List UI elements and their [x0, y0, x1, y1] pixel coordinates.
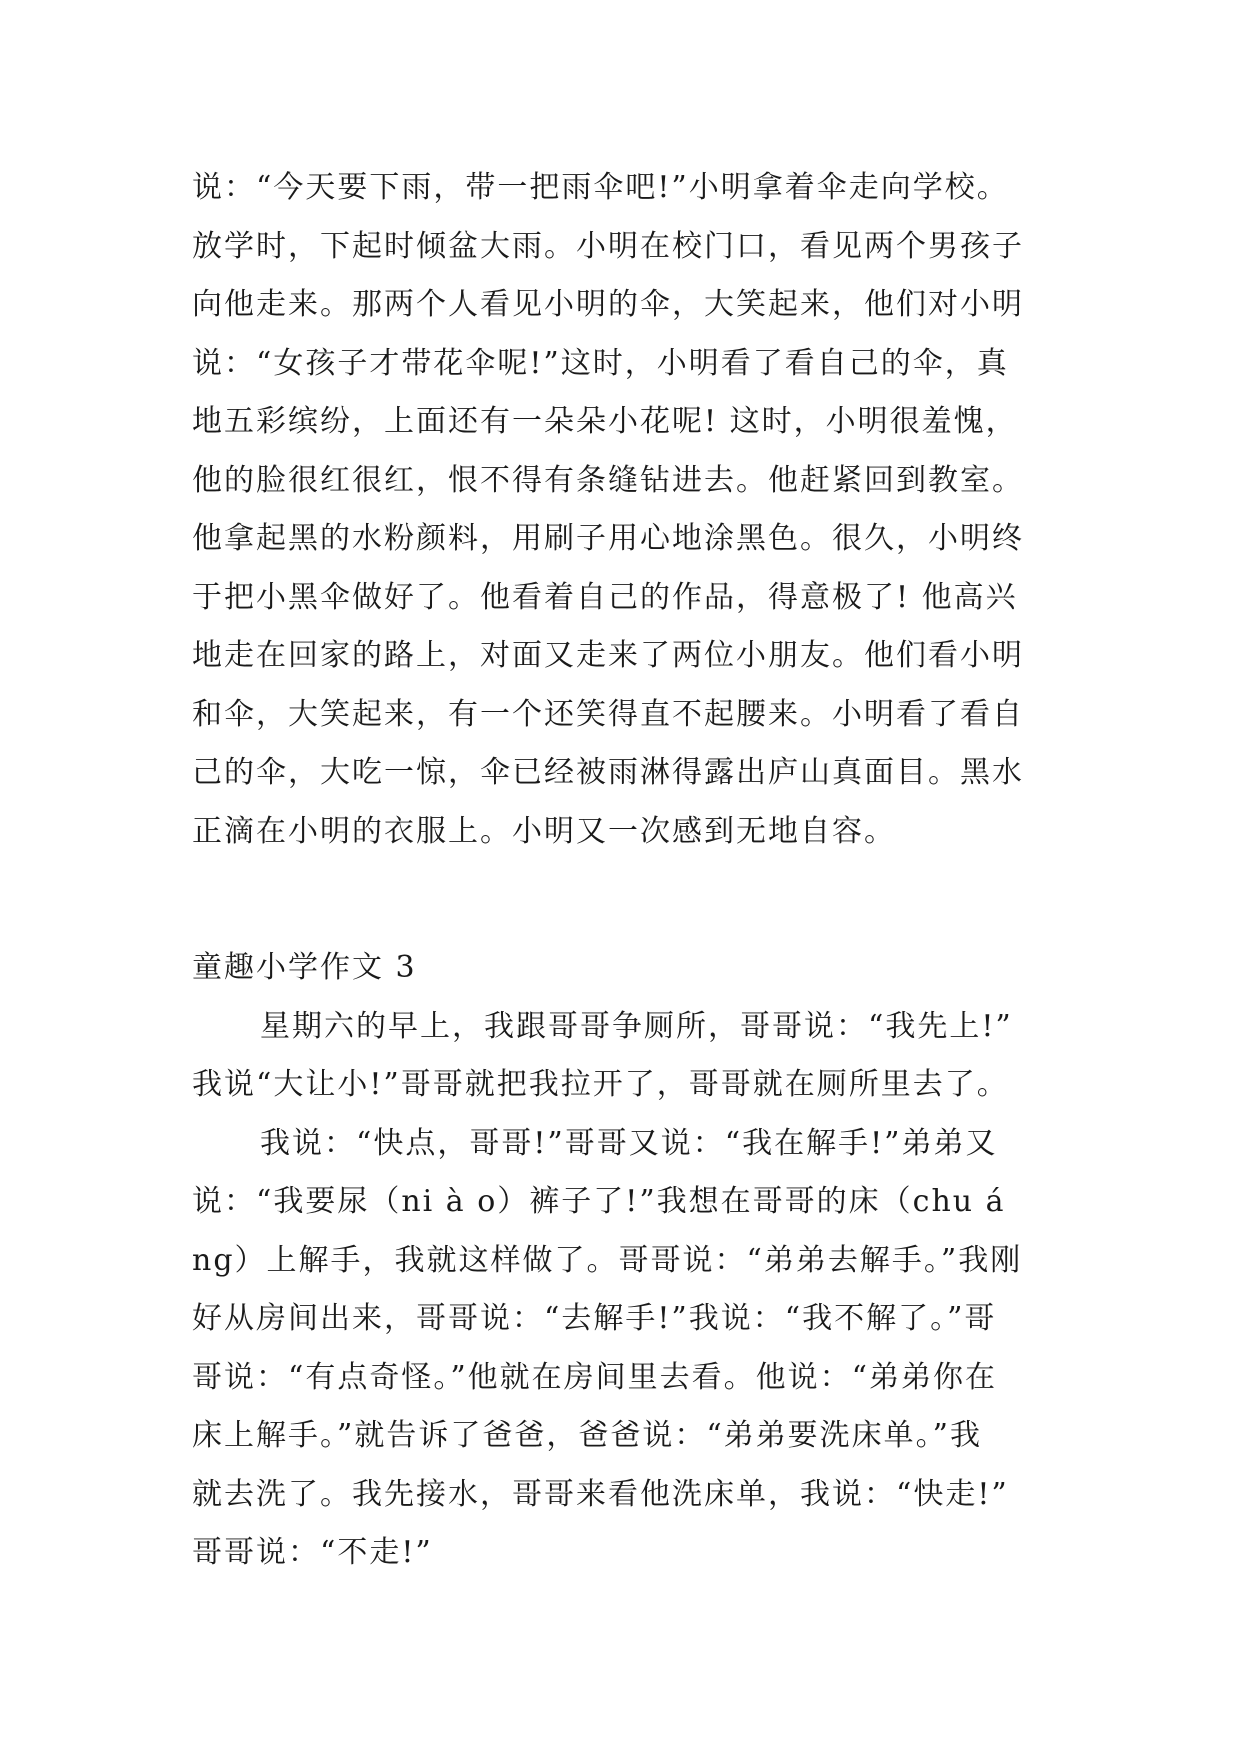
text-line: 说：“女孩子才带花伞呢!”这时，小明看了看自己的伞，真	[192, 345, 1009, 381]
text-line: 放学时，下起时倾盆大雨。小明在校门口，看见两个男孩子	[192, 228, 1024, 264]
section-gap	[192, 861, 1072, 939]
document-page	[192, 159, 1072, 1583]
text-line: ng）上解手，我就这样做了。哥哥说：“弟弟去解手。”我刚	[192, 1242, 1023, 1278]
text-line: 正滴在小明的衣服上。小明又一次感到无地自容。	[192, 813, 896, 849]
text-line: 就去洗了。我先接水，哥哥来看他洗床单，我说：“快走!”	[192, 1476, 1009, 1512]
text-line: 哥说：“有点奇怪。”他就在房间里去看。他说：“弟弟你在	[192, 1359, 998, 1395]
text-line: 己的伞，大吃一惊，伞已经被雨淋得露出庐山真面目。黑水	[192, 755, 1024, 790]
text-line: 地走在回家的路上，对面又走来了两位小朋友。他们看小明	[192, 638, 1024, 673]
story-continuation	[192, 159, 1072, 861]
text-line: 于把小黑伞做好了。他看着自己的作品，得意极了! 他高兴	[192, 579, 1018, 615]
text-line: 我说：“快点，哥哥!”哥哥又说：“我在解手!”弟弟又	[260, 1125, 998, 1161]
text-line: 我说“大让小!”哥哥就把我拉开了，哥哥就在厕所里去了。	[192, 1067, 1009, 1102]
text-line: 说：“我要尿（ni à o）裤子了!”我想在哥哥的床（chu á	[192, 1184, 1006, 1219]
text-line: 他拿起黑的水粉颜料，用刷子用心地涂黑色。很久，小明终	[192, 521, 1024, 556]
essay-title: 童趣小学作文 3	[192, 950, 417, 985]
text-line: 好从房间出来，哥哥说：“去解手!”我说：“我不解了。”哥	[192, 1301, 997, 1336]
text-line: 和伞，大笑起来，有一个还笑得直不起腰来。小明看了看自	[192, 696, 1024, 732]
text-line: 他的脸很红很红，恨不得有条缝钻进去。他赶紧回到教室。	[192, 462, 1024, 498]
essay-paragraph-2	[192, 1115, 1072, 1583]
text-line: 地五彩缤纷，上面还有一朵朵小花呢! 这时，小明很羞愧，	[192, 404, 1018, 439]
essay-paragraph-1	[192, 998, 1072, 1115]
text-line: 哥哥说：“不走!”	[192, 1535, 433, 1570]
text-line: 说：“今天要下雨，带一把雨伞吧!”小明拿着伞走向学校。	[192, 170, 1009, 205]
text-line: 床上解手。”就告诉了爸爸，爸爸说：“弟弟要洗床单。”我	[192, 1418, 983, 1453]
text-line: 星期六的早上，我跟哥哥争厕所，哥哥说：“我先上!”	[260, 1008, 1013, 1044]
text-line: 向他走来。那两个人看见小明的伞，大笑起来，他们对小明	[192, 287, 1024, 322]
